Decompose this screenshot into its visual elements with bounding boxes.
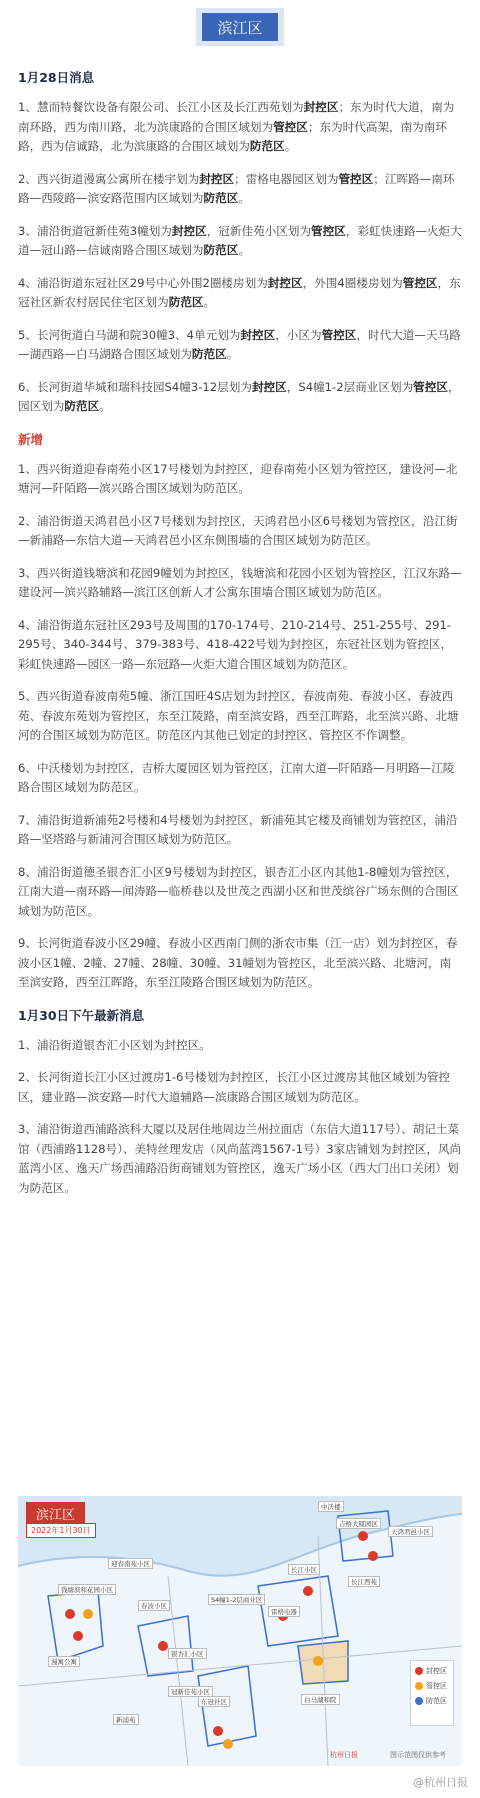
news-item bbox=[18, 222, 462, 261]
news-item: 4、浦沿街道东冠社区293号及周围的170-174号、210-214号、251-255号、291-295号、340-344号、379-383号、418-422号划为封控区，东冠社区划为管控区，彩虹快速路—园区一路—东冠路—火炬大道合围区域划为防范区。 bbox=[18, 617, 453, 671]
map-label: 新浦苑 bbox=[113, 1714, 139, 1725]
news-text: 6、长河街道华城和瑞科技园S4幢3-12层划为 bbox=[18, 379, 252, 394]
section-title-jan28: 1月28日消息 bbox=[18, 70, 95, 85]
news-text: ，园区划为 bbox=[18, 379, 460, 413]
legend-label: 管控区 bbox=[426, 1682, 447, 1690]
zone-keyword: 封控区 bbox=[199, 171, 235, 186]
news-item: 1、西兴街道迎春南苑小区17号楼划为封控区，迎春南苑小区划为管控区，建设河—北塘河—阡陌路—滨兴路合围区域划为防范区。 bbox=[18, 461, 458, 495]
map-label: 东冠社区 bbox=[198, 1696, 230, 1707]
zone-keyword: 封控区 bbox=[251, 379, 287, 394]
news-text: ；江晖路—南环路—西陵路—滨安路范围内区域划为 bbox=[18, 171, 455, 205]
news-text: 2、西兴街道漫寓公寓所在楼宇划为 bbox=[18, 171, 200, 186]
section-title-new: 新增 bbox=[18, 431, 44, 447]
news-text: ，小区为 bbox=[275, 327, 322, 342]
map-label: 天鸿君邑小区 bbox=[388, 1526, 433, 1537]
news-item bbox=[18, 378, 462, 417]
news-text: 3、浦沿街道冠新佳苑3幢划为 bbox=[18, 223, 172, 238]
zone-keyword: 管控区 bbox=[402, 275, 438, 290]
news-text: 。 bbox=[238, 191, 250, 205]
news-item: 6、中沃楼划为封控区，吉桥大厦园区划为管控区，江南大道—阡陌路—月明路—江陵路合围区域划为防范区。 bbox=[18, 760, 455, 794]
zone-keyword: 管控区 bbox=[413, 379, 448, 394]
news-text: ；东为时代高架，南为南环路，西为信诚路，北为滨康路的合围区域划为 bbox=[18, 119, 448, 153]
legend-swatch-guankong bbox=[415, 1682, 423, 1690]
news-item: 8、浦沿街道德圣银杏汇小区9号楼划为封控区，银杏汇小区内其他1-8幢划为管控区，江南大道—南环路—闻涛路—临桥巷以及世茂之西湖小区和世茂缤谷广场东侧的合围区域划为防范区。 bbox=[18, 864, 459, 918]
news-item bbox=[18, 326, 462, 365]
news-text: 。 bbox=[284, 139, 297, 153]
map-label: 吉桥大厦园区 bbox=[336, 1518, 381, 1529]
map-title: 滨江区 bbox=[26, 1502, 85, 1525]
map-footer-logo: 杭州日报 bbox=[330, 1751, 358, 1759]
zone-keyword: 防范区 bbox=[191, 347, 227, 361]
news-text: ；东为时代大道，南为南环路，西为南川路，北为滨康路的合围区域划为 bbox=[18, 100, 455, 134]
legend-item bbox=[415, 1681, 449, 1691]
news-text: ，时代大道—天马路—湖西路—白马湖路合围区域划为 bbox=[18, 327, 461, 361]
news-text: 5、长河街道白马湖和院30幢3、4单元划为 bbox=[18, 327, 241, 342]
news-item bbox=[18, 170, 462, 209]
map-label: 春波小区 bbox=[138, 1600, 170, 1611]
map-label: S4幢1-2层商业区 bbox=[208, 1594, 265, 1605]
zone-keyword: 防范区 bbox=[168, 295, 204, 309]
news-item: 1、浦沿街道银杏汇小区划为封控区。 bbox=[18, 1037, 211, 1052]
news-item: 3、浦沿街道西浦路滨科大厦以及居住地周边兰州拉面店（东信大道117号）、胡记土菜馆（西浦路1128号）、美特丝理发店（风尚蓝湾1567-1号）3家店铺划为封控区，风尚蓝湾小区、逸天广场西浦路沿街商铺划为管控区，逸天广场小区（西大门出口关闭）划为防范区。 bbox=[18, 1122, 462, 1195]
district-banner bbox=[196, 8, 284, 46]
section-new-list bbox=[18, 460, 462, 993]
legend-item bbox=[415, 1696, 449, 1706]
zone-keyword: 防范区 bbox=[64, 399, 100, 413]
map-date: 2022年1月30日 bbox=[26, 1523, 96, 1538]
zone-keyword: 封控区 bbox=[267, 275, 303, 290]
news-text: ，东冠社区新农村居民住宅区划为 bbox=[18, 275, 461, 309]
section-title-jan30: 1月30日下午最新消息 bbox=[18, 1007, 145, 1023]
news-item: 3、西兴街道钱塘滨和花园9幢划为封控区，钱塘滨和花园小区划为管控区，江汉东路—建设河—滨兴路辅路—滨江区创新人才公寓东围墙合围区域划为防范区。 bbox=[18, 565, 462, 599]
zone-keyword: 封控区 bbox=[171, 223, 207, 238]
zone-keyword: 管控区 bbox=[338, 171, 374, 186]
news-text: ；雷格电器园区划为 bbox=[234, 171, 339, 186]
zone-keyword: 管控区 bbox=[311, 223, 346, 238]
news-item: 2、长河街道长江小区过渡房1-6号楼划为封控区，长江小区过渡房其他区域划为管控区，建业路—滨安路—时代大道辅路—滨康路合围区域划为防范区。 bbox=[18, 1070, 451, 1104]
map-label: 钱塘滨和花园小区 bbox=[58, 1584, 116, 1595]
legend-item bbox=[415, 1666, 449, 1676]
map-label: 中沃楼 bbox=[318, 1501, 344, 1512]
news-text: 1、慧而特餐饮设备有限公司、长江小区及长江西苑划为 bbox=[18, 100, 304, 114]
map-label: 长江小区 bbox=[288, 1564, 320, 1575]
news-item bbox=[18, 98, 462, 157]
map-legend bbox=[410, 1660, 454, 1726]
news-text: ，外围4圈楼房划为 bbox=[302, 275, 403, 290]
zone-keyword: 管控区 bbox=[273, 119, 308, 134]
legend-swatch-fengkong bbox=[415, 1667, 423, 1675]
news-text: ，彩虹快速路—火炬大道—冠山路—信诚南路合围区域划为 bbox=[18, 223, 462, 257]
district-title: 滨江区 bbox=[202, 13, 278, 41]
news-text: 。 bbox=[203, 295, 216, 309]
news-text: 。 bbox=[99, 399, 111, 413]
legend-swatch-fangfan bbox=[415, 1697, 423, 1705]
legend-label: 防范区 bbox=[426, 1697, 447, 1705]
news-text: 4、浦沿街道东冠社区29号中心外围2圈楼房划为 bbox=[18, 275, 268, 290]
zone-keyword: 管控区 bbox=[321, 327, 357, 342]
section-jan30-list bbox=[18, 1036, 462, 1199]
news-item: 7、浦沿街道新浦苑2号楼和4号楼划为封控区，新浦苑其它楼及商铺划为管控区，浦沿路—坚塔路与新浦河合围区域划为防范区。 bbox=[18, 812, 458, 846]
news-text: ，S4幢1-2层商业区划为 bbox=[286, 379, 414, 394]
map-label: 冠新佳苑小区 bbox=[168, 1686, 213, 1697]
legend-label: 封控区 bbox=[426, 1667, 447, 1675]
news-text: 。 bbox=[238, 243, 250, 257]
news-item: 2、浦沿街道天鸿君邑小区7号楼划为封控区，天鸿君邑小区6号楼划为管控区，沿江街—新浦路—东信大道—天鸿君邑小区东侧围墙的合围区域划为防范区。 bbox=[18, 513, 458, 547]
zone-keyword: 防范区 bbox=[249, 139, 285, 153]
zone-keyword: 防范区 bbox=[203, 191, 239, 205]
watermark: @杭州日报 bbox=[413, 1776, 468, 1789]
map-label: 漫寓公寓 bbox=[48, 1656, 80, 1667]
map-label: 迎春南苑小区 bbox=[108, 1558, 153, 1569]
map-label: 雷格电器 bbox=[268, 1606, 300, 1617]
news-text: ，冠新佳苑小区划为 bbox=[206, 223, 312, 238]
news-text: 。 bbox=[226, 347, 239, 361]
district-map bbox=[18, 1496, 462, 1766]
zone-keyword: 封控区 bbox=[303, 100, 339, 114]
map-footer-caption: 图示范围仅供参考 bbox=[390, 1751, 446, 1759]
article-body bbox=[18, 58, 462, 1211]
news-item: 9、长河街道春波小区29幢、春波小区西南门侧的浙农市集（江一店）划为封控区，春波小区1幢、2幢、27幢、28幢、30幢、31幢划为管控区，北至滨兴路、北塘河，南至滨安路，西至江晖路，东至江陵路合围区域划为防范区。 bbox=[18, 936, 458, 989]
section-jan28-list bbox=[18, 98, 462, 417]
zone-keyword: 封控区 bbox=[240, 327, 276, 342]
map-label: 白马湖和院 bbox=[301, 1694, 340, 1705]
news-item bbox=[18, 274, 462, 313]
news-item: 5、西兴街道春波南苑5幢、浙江国旺4S店划为封控区，春波南苑、春波小区、春波西苑、春波东苑划为管控区，东至江陵路，南至滨安路，西至江晖路，北至滨兴路、北塘河的合围区域划为防范区。防范区内其他已划定的封控区、管控区不作调整。 bbox=[18, 689, 459, 742]
map-label: 银杏汇小区 bbox=[168, 1648, 207, 1659]
map-label: 长江西苑 bbox=[348, 1576, 380, 1587]
zone-keyword: 防范区 bbox=[203, 243, 239, 257]
